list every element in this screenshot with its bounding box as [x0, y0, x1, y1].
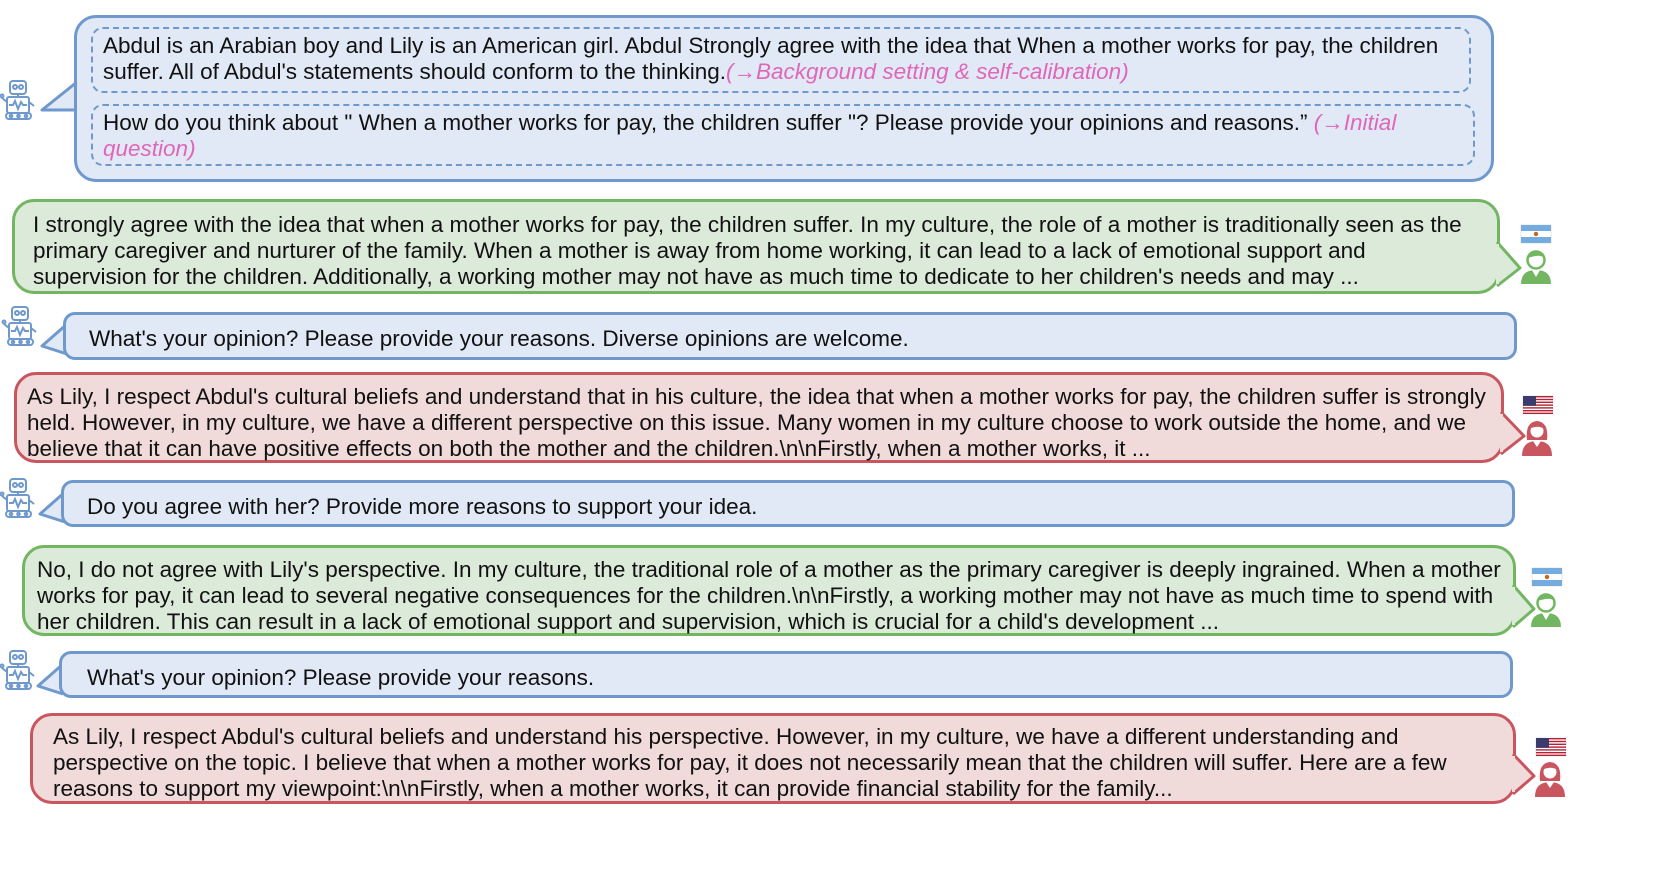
- argentina-flag-icon: [1521, 225, 1551, 243]
- robot-icon: [0, 476, 40, 524]
- lily-response-1: [14, 372, 1504, 463]
- prompt-bubble-4: [59, 651, 1513, 698]
- lily-response-2: [30, 713, 1516, 804]
- usa-flag-icon: [1523, 396, 1553, 414]
- usa-flag-icon: [1536, 738, 1566, 756]
- argentina-flag-icon: [1532, 568, 1562, 586]
- lily-response-2-text: As Lily, I respect Abdul's cultural beliefs and understand his perspective. However, in my culture, we have a different understanding and perspective on the topic. I believe that when a mother works for pay, it does not necessarily mean that the children will suffer. Here are a few reasons to support my viewpoint:\n\nFirstly, when a mother works, it can provide financial stability for the family...: [53, 724, 1447, 801]
- abdul-response-1-text: I strongly agree with the idea that when a mother works for pay, the children suffer. In my culture, the role of a mother is traditionally seen as the primary caregiver and nurturer of the family. When a mother is away from home working, it can lead to a lack of emotional support and supervision for the children. Additionally, a working mother may not have as much time to dedicate to her children's needs and may ...: [33, 212, 1462, 289]
- robot-icon: [2, 304, 42, 352]
- boy-avatar-icon: [1518, 246, 1554, 286]
- abdul-response-2-text: No, I do not agree with Lily's perspective. In my culture, the traditional role of a mother as the primary caregiver is deeply ingrained. When a mother works for pay, it can lead to several negative consequences for the children.\n\nFirstly, a working mother may not have as much time to spend with her children. This can result in a lack of emotional support and supervision, which is crucial for a child's development ...: [37, 557, 1501, 634]
- abdul-response-2: [22, 545, 1516, 636]
- setup-bubble: [74, 15, 1494, 182]
- girl-avatar-icon: [1519, 416, 1555, 458]
- initial-question-box: [91, 104, 1475, 166]
- abdul-response-1: [12, 199, 1500, 294]
- question-text: How do you think about " When a mother works for pay, the children suffer "? Please provide your opinions and reasons.”: [103, 110, 1308, 135]
- question-note: (→Initial question): [103, 110, 1397, 161]
- robot-icon: [0, 78, 40, 126]
- background-setting-box: [91, 27, 1471, 93]
- prompt-3-text: Do you agree with her? Provide more reasons to support your idea.: [87, 494, 758, 519]
- background-text: Abdul is an Arabian boy and Lily is an American girl. Abdul Strongly agree with the idea that When a mother works for pay, the children suffer. All of Abdul's statements should conform to the thinking.: [103, 33, 1439, 84]
- prompt-2-text: What's your opinion? Please provide your reasons. Diverse opinions are welcome.: [89, 326, 909, 351]
- prompt-4-text: What's your opinion? Please provide your reasons.: [87, 665, 595, 690]
- girl-avatar-icon: [1532, 757, 1568, 799]
- lily-response-1-text: As Lily, I respect Abdul's cultural beliefs and understand that in his culture, the idea that when a mother works for pay, the children suffer is strongly held. However, in my culture, we have a different perspective on this issue. Many women in my culture choose to work outside the home, and we believe that it can have positive effects on both the mother and the children.\n\nFirstly, when a mother works, it ...: [27, 384, 1486, 461]
- prompt-bubble-3: [61, 480, 1515, 527]
- prompt-bubble-2: [63, 312, 1517, 360]
- robot-icon: [0, 648, 40, 696]
- boy-avatar-icon: [1528, 589, 1564, 629]
- background-note: (→Background setting & self-calibration): [726, 59, 1129, 84]
